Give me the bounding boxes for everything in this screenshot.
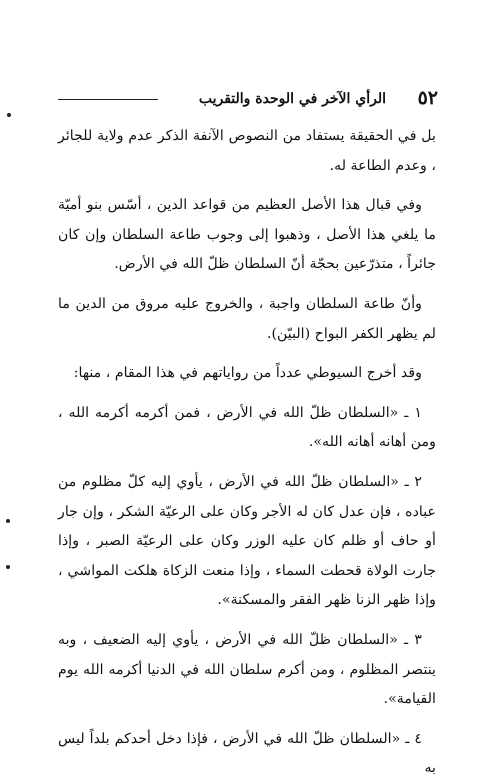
paragraph: وقد أخرج السيوطي عدداً من رواياتهم في هذا المقام ، منها: xyxy=(73,365,422,382)
paragraph: وأنّ طاعة السلطان واجبة ، والخروج عليه مروق من الدين ما لم يظهر الكفر البواح (البيّن). xyxy=(58,295,436,342)
paragraph: وفي قبال هذا الأصل العظيم من قواعد الدين ، أسّس بنو أميّة ما يلغي هذا الأصل ، وذهبوا إلى وجوب طاعة السلطان وإن كان جائراً ، متذرّعين بحجّة أنّ السلطان ظلّ الله في الأرض. xyxy=(58,197,436,273)
margin-mark xyxy=(6,565,10,569)
page-number: ٥٢ xyxy=(417,87,438,109)
margin-mark xyxy=(6,519,10,523)
margin-mark xyxy=(7,113,11,117)
running-title: الرأي الآخر في الوحدة والتقريب xyxy=(198,91,386,107)
header-rule xyxy=(58,99,158,100)
page-header xyxy=(58,86,438,112)
paragraph: ٢ ـ «السلطان ظلّ الله في الأرض ، يأوي إليه كلّ مظلوم من عباده ، فإن عدل كان له الأجر وكان على الرعيّة الشكر ، وإن جار أو حاف أو ظلم كان عليه الوزر وكان على الرعيّة الصبر ، وإذا جارت الولاة قحطت السماء ، وإذا منعت الزكاة هلكت المواشي ، وإذا ظهر الزنا ظهر الفقر والمسكنة». xyxy=(58,473,436,609)
paragraph: بل في الحقيقة يستفاد من النصوص الآنفة الذكر عدم ولاية للجائر ، وعدم الطاعة له. xyxy=(58,128,436,174)
paragraph: ٤ ـ «السلطان ظلّ الله في الأرض ، فإذا دخل أحدكم بلداً ليس به xyxy=(58,730,436,777)
paragraph: ١ ـ «السلطان ظلّ الله في الأرض ، فمن أكرمه أكرمه الله ، ومن أهانه أهانه الله». xyxy=(58,404,436,451)
paragraph: ٣ ـ «السلطان ظلّ الله في الأرض ، يأوي إليه الضعيف ، وبه ينتصر المظلوم ، ومن أكرم سلطان الله في الدنيا أكرمه الله يوم القيامة». xyxy=(58,631,436,708)
body-text xyxy=(58,122,436,784)
